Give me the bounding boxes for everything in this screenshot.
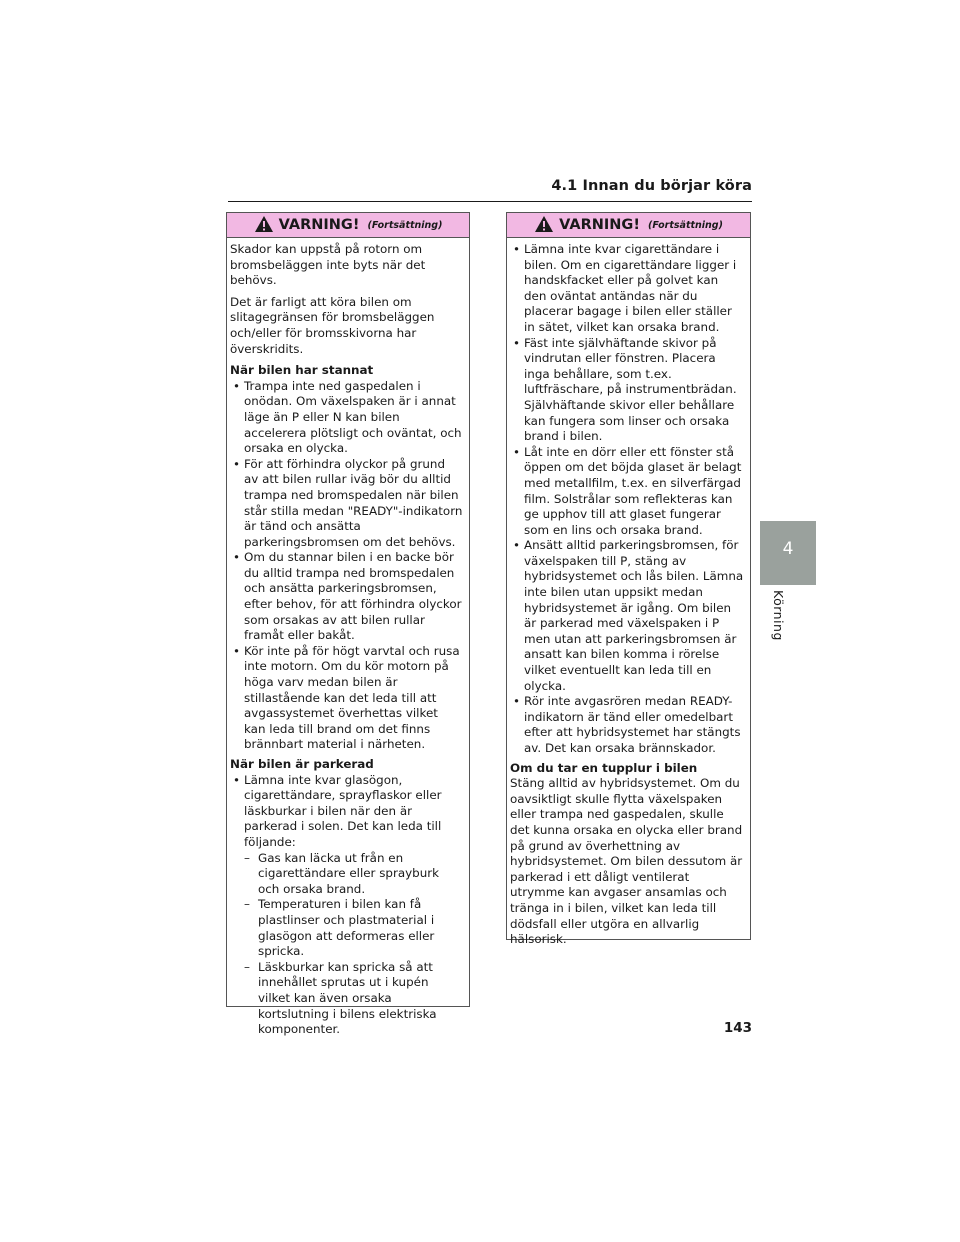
- list-item: • Rör inte avgasrören medan READY-indikatorn är tänd eller omedelbart efter att hybridsystemet har stängts av. Det kan orsaka brännskador.: [510, 694, 744, 756]
- dash-item: – Gas kan läcka ut från en cigarettändare eller sprayburk och orsaka brand.: [244, 851, 463, 898]
- paragraph: Skador kan uppstå på rotorn om bromsbeläggen inte byts när det behövs.: [230, 242, 426, 288]
- list-item: [230, 773, 463, 1038]
- list-item: • Om du stannar bilen i en backe bör du alltid trampa ned bromspedalen och ansätta parkeringsbromsen, efter behov, för att förhindra olyckor som orsakas av att bilen rullar framåt eller bakåt.: [230, 550, 463, 644]
- section-header: 4.1 Innan du börjar köra: [551, 178, 752, 194]
- warning-triangle-icon: [254, 215, 274, 233]
- bullet-list: [230, 379, 463, 753]
- warning-body: [227, 238, 469, 1038]
- list-item: • Fäst inte självhäftande skivor på vindrutan eller fönstren. Placera inga behållare, som t.ex. luftfräschare, på instrumentbrädan. Självhäftande skivor eller behållare kan fungera som linser och orsaka brand i bilen.: [510, 336, 744, 445]
- list-item-text: Lämna inte kvar glasögon, cigarettändare, sprayflaskor eller läskburkar i bilen när den är parkerad i solen. Det kan leda till följande:: [244, 772, 442, 849]
- paragraph: Stäng alltid av hybridsystemet. Om du oavsiktligt skulle flytta växelspaken eller trampa ned gaspedalen, skulle det kunna orsaka en olycka eller brand på grund av överhettning av hybridsystemet. Om bilen dessutom är parkerad i ett dåligt ventilerat utrymme kan avgaser ansamlas och tränga in i bilen, vilket kan leda till dödsfall eller utgöra en allvarlig hälsorisk.: [510, 776, 743, 947]
- warning-box-left: [226, 212, 470, 1037]
- dash-item: – Temperaturen i bilen kan få plastlinser och plastmaterial i glasögon att deformeras eller spricka.: [244, 897, 463, 959]
- page-number: 143: [723, 1020, 752, 1036]
- section-heading: Om du tar en tupplur i bilen: [510, 760, 698, 775]
- warning-title: VARNING!: [559, 217, 640, 233]
- warning-box-right: [506, 212, 751, 947]
- warning-header: [507, 213, 750, 238]
- list-item: • Lämna inte kvar cigarettändare i bilen. Om en cigarettändare ligger i handskfacket eller på golvet kan den oväntat antändas när du placerar bagage i bilen eller ställer in sätet, vilket kan orsaka brand.: [510, 242, 744, 336]
- warning-title: VARNING!: [278, 217, 360, 233]
- list-item: • Låt inte en dörr eller ett fönster stå öppen om det böjda glaset är belagt med metallfilm, t.ex. en silverfärgad film. Solstrålar som reflekteras kan ge upphov till att glaset fungerar som en lins och orsaka brand.: [510, 445, 744, 539]
- header-rule: [228, 201, 752, 202]
- list-item: • Ansätt alltid parkeringsbromsen, för växelspaken till P, stäng av hybridsystemet och lås bilen. Lämna inte bilen utan uppsikt medan hybridsystemet är igång. Om bilen är parkerad med växelspaken i P men utan att parkeringsbromsen är ansatt kan bilen komma i rörelse vilket eventuellt kan leda till en olycka.: [510, 538, 744, 694]
- bullet-list: [510, 242, 744, 757]
- warning-continuation: (Fortsättning): [648, 219, 723, 231]
- dash-list: [244, 851, 463, 1038]
- warning-body: [507, 238, 750, 948]
- section-heading: När bilen är parkerad: [230, 757, 374, 771]
- paragraph: Det är farligt att köra bilen om slitagegränsen för bromsbeläggen och/eller för bromsskivorna har överskridits.: [230, 294, 435, 356]
- warning-triangle-icon: [534, 215, 554, 233]
- warning-header: [227, 213, 469, 238]
- dash-item: – Läskburkar kan spricka så att innehållet sprutas ut i kupén vilket kan även orsaka kortslutning i bilens elektriska komponenter.: [244, 960, 463, 1038]
- section-heading: När bilen har stannat: [230, 363, 374, 378]
- chapter-tab: [760, 521, 816, 585]
- chapter-label: Körning: [771, 590, 786, 641]
- bullet-list: [230, 773, 463, 1038]
- warning-continuation: (Fortsättning): [367, 219, 443, 231]
- list-item: • Kör inte på för högt varvtal och rusa inte motorn. Om du kör motorn på höga varv medan bilen är stillastående kan det leda till att avgassystemet överhettas vilket kan leda till brand om det finns brännbart material i närheten.: [230, 644, 463, 753]
- list-item: • Trampa inte ned gaspedalen i onödan. Om växelspaken är i annat läge än P eller N kan bilen accelerera plötsligt och oväntat, och orsaka en olycka.: [230, 379, 463, 457]
- list-item: • För att förhindra olyckor på grund av att bilen rullar iväg bör du alltid trampa ned bromspedalen när bilen står stilla medan "READY"-indikatorn är tänd och ansätta parkeringsbromsen om det behövs.: [230, 457, 463, 551]
- chapter-number: 4: [782, 539, 794, 559]
